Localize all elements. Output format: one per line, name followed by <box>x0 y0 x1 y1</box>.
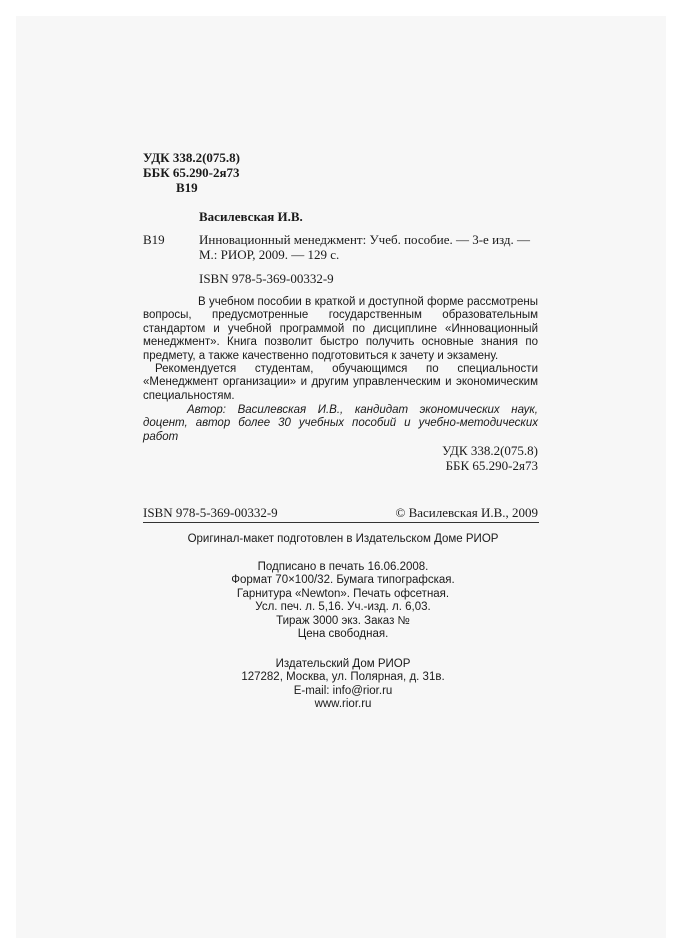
author-name: Василевская И.В. <box>199 209 303 224</box>
bbk-code: ББК 65.290-2я73 <box>143 165 240 180</box>
publisher-address: 127282, Москва, ул. Полярная, д. 31в. <box>241 671 445 684</box>
imprint-line: Гарнитура «Newton». Печать офсетная. <box>236 587 450 600</box>
layout-note: Оригинал-макет подготовлен в Издательском Доме РИОР <box>187 533 499 545</box>
recommendation-paragraph: Рекомендуется студентам, обучающимся по специальности «Менеджмент организации» и другим управленческим и экономическим специальностям. <box>143 363 538 402</box>
author-info: Автор: Василевская И.В., кандидат экономических наук, доцент, автор более 30 учебных пособий и учебно-методических работ <box>143 404 538 443</box>
abstract-paragraph: В учебном пособии в краткой и доступной форме рассмотрены вопросы, предусмотренные государственным образовательным стандартом и учебной программой по дисциплине «Инновационный менеджмент». Книга позволит быстро получить основные знания по предмету, а также качественно подготовиться к зачету и экзамену. <box>143 296 538 362</box>
imprint-line: Тираж 3000 экз. Заказ № <box>276 614 410 627</box>
publisher-block <box>143 658 543 712</box>
udk-code-right: УДК 338.2(075.8) <box>442 443 538 458</box>
book-title-line2: М.: РИОР, 2009. — 129 с. <box>199 247 340 262</box>
imprint-line: Цена свободная. <box>297 628 389 641</box>
isbn-footer: ISBN 978-5-369-00332-9 <box>143 505 278 520</box>
udk-code: УДК 338.2(075.8) <box>143 150 241 165</box>
imprint-line: Формат 70×100/32. Бумага типографская. <box>231 574 455 587</box>
imprint-line: Подписано в печать 16.06.2008. <box>257 561 429 573</box>
publisher-name: Издательский Дом РИОР <box>275 658 411 670</box>
divider-line <box>143 522 539 523</box>
biblio-code: В19 <box>143 232 165 247</box>
bbk-code-right: ББК 65.290-2я73 <box>445 458 538 473</box>
imprint-line: Усл. печ. л. 5,16. Уч.-изд. л. 6,03. <box>255 601 431 614</box>
page-background <box>16 16 666 938</box>
author-sign-code: В19 <box>176 180 198 195</box>
isbn-biblio: ISBN 978-5-369-00332-9 <box>199 271 334 286</box>
publisher-email: E-mail: info@rior.ru <box>293 684 393 697</box>
imprint-block <box>143 561 543 641</box>
publisher-website: www.rior.ru <box>314 698 372 711</box>
copyright: © Василевская И.В., 2009 <box>395 505 538 520</box>
book-title-line1: Инновационный менеджмент: Учеб. пособие. — 3-е изд. — <box>199 232 531 247</box>
